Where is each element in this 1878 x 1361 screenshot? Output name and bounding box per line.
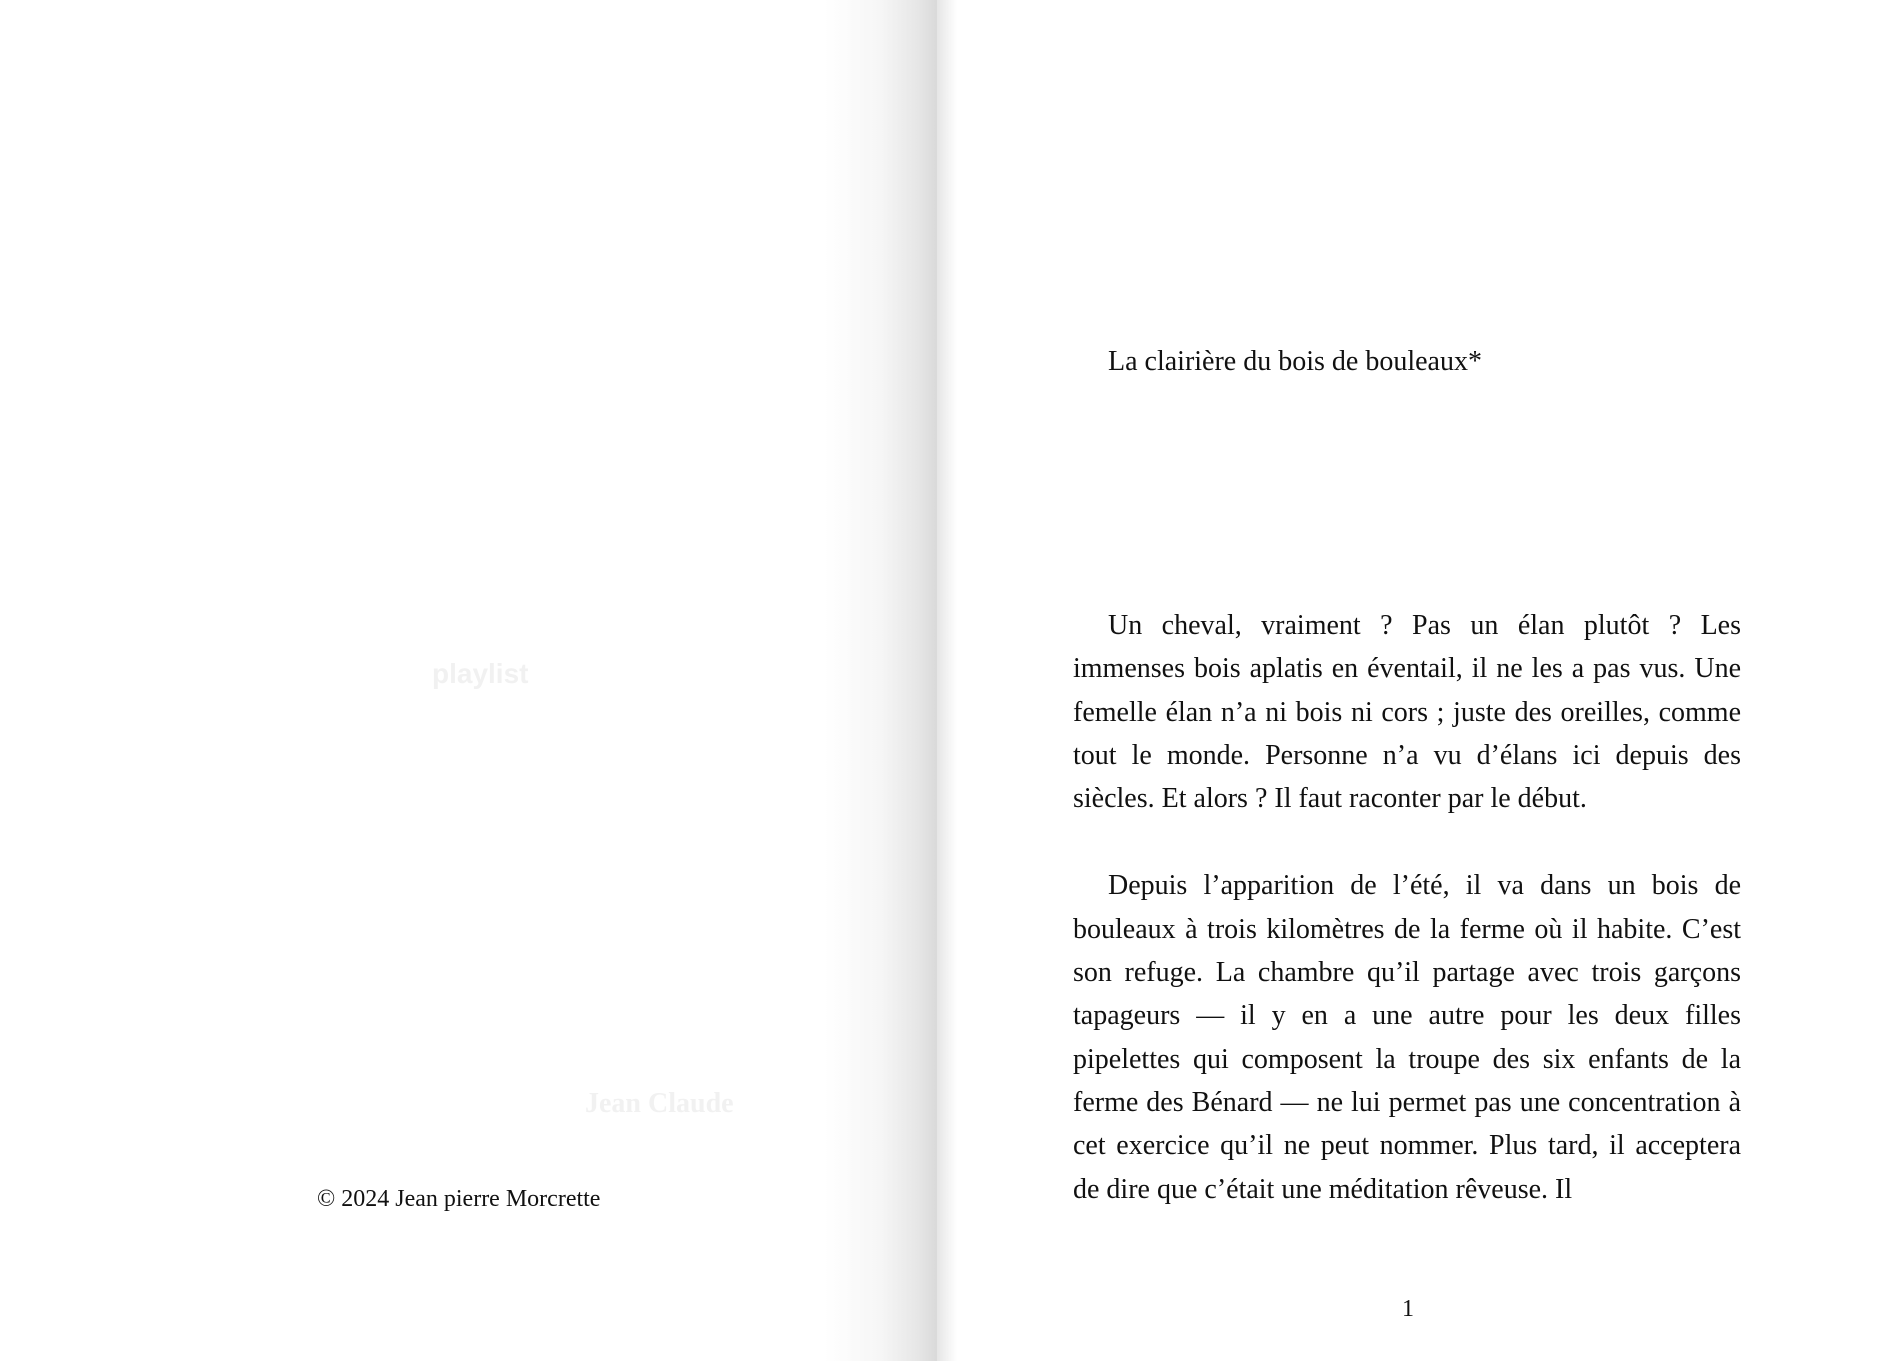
paragraph: Un cheval, vraiment ? Pas un élan plutôt ? Les immenses bois aplatis en éventail, il ne les a pas vus. Une femelle élan n’a ni bois ni cors ; juste des oreilles, comme tout le monde. Personne n’a vu d’élans ici depuis des siècles. Et alors ? Il faut raconter par le début. (1073, 610, 1741, 815)
chapter-title: La clairière du bois de bouleaux* (1108, 346, 1482, 377)
paragraph: Depuis l’apparition de l’été, il va dans un bois de bouleaux à trois kilomètres de la ferme où il habite. C’est son refuge. La chambre qu’il partage avec trois garçons tapageurs — il y en a une autre pour les deux filles pipelettes qui composent la troupe des six enfants de la ferme des Bénard — ne lui permet pas une concentration à cet exercice qu’il ne peut nommer. Plus tard, il acceptera de dire que c’était une méditation rêveuse. Il (1073, 870, 1741, 1205)
ghost-text-name: Jean Claude (585, 1088, 734, 1119)
page-number: 1 (1402, 1296, 1414, 1322)
copyright-notice: © 2024 Jean pierre Morcrette (317, 1186, 601, 1212)
gutter-shadow (937, 0, 957, 1361)
ghost-text-playlist: playlist (432, 658, 529, 689)
left-page[interactable] (0, 0, 937, 1361)
chapter-body (1073, 604, 1741, 1255)
